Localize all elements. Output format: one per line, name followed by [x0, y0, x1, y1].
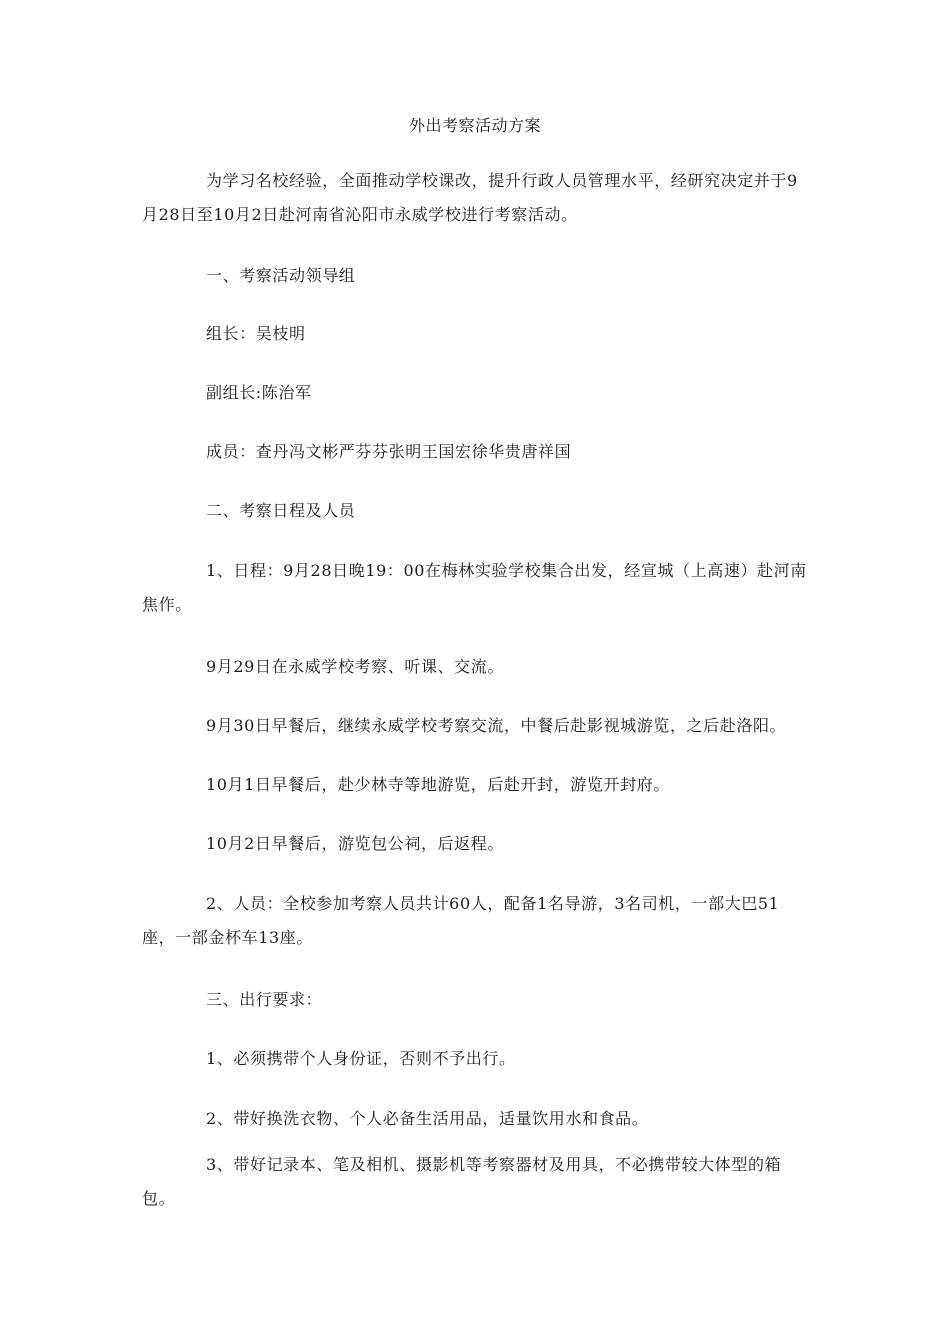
requirement-1: 1、必须携带个人身份证，否则不予出行。 [206, 1049, 516, 1068]
schedule-day-4: 10月1日早餐后，赴少林寺等地游览，后赴开封，游览开封府。 [206, 775, 670, 794]
schedule-day-5: 10月2日早餐后，游览包公祠，后返程。 [206, 834, 504, 853]
personnel-paragraph: 2、人员：全校参加考察人员共计60人，配备1名导游，3名司机，一部大巴51座，一部金杯车13座。 [142, 894, 780, 947]
schedule-day-2: 9月29日在永威学校考察、听课、交流。 [206, 657, 504, 676]
section-heading-schedule: 二、考察日程及人员 [206, 501, 356, 520]
requirement-3: 3、带好记录本、笔及相机、摄影机等考察器材及用具，不必携带较大体型的箱包。 [142, 1155, 782, 1208]
leader-line: 组长：吴枝明 [206, 324, 306, 343]
document-title: 外出考察活动方案 [408, 116, 541, 135]
intro-paragraph: 为学习名校经验，全面推动学校课改，提升行政人员管理水平，经研究决定并于9月28日至10月2日赴河南省沁阳市永威学校进行考察活动。 [142, 171, 798, 224]
section-heading-requirements: 三、出行要求： [206, 990, 323, 1009]
members-line: 成员：查丹冯文彬严芬芬张明王国宏徐华贵唐祥国 [206, 442, 572, 461]
schedule-day-3: 9月30日早餐后，继续永威学校考察交流，中餐后赴影视城游览，之后赴洛阳。 [206, 716, 787, 735]
section-heading-leadership: 一、考察活动领导组 [206, 266, 356, 285]
schedule-day-1: 1、日程：9月28日晚19：00在梅林实验学校集合出发，经宣城（上高速）赴河南焦作。 [142, 561, 807, 614]
deputy-leader-line: 副组长:陈治军 [206, 383, 312, 402]
requirement-2: 2、带好换洗衣物、个人必备生活用品，适量饮用水和食品。 [206, 1109, 649, 1128]
